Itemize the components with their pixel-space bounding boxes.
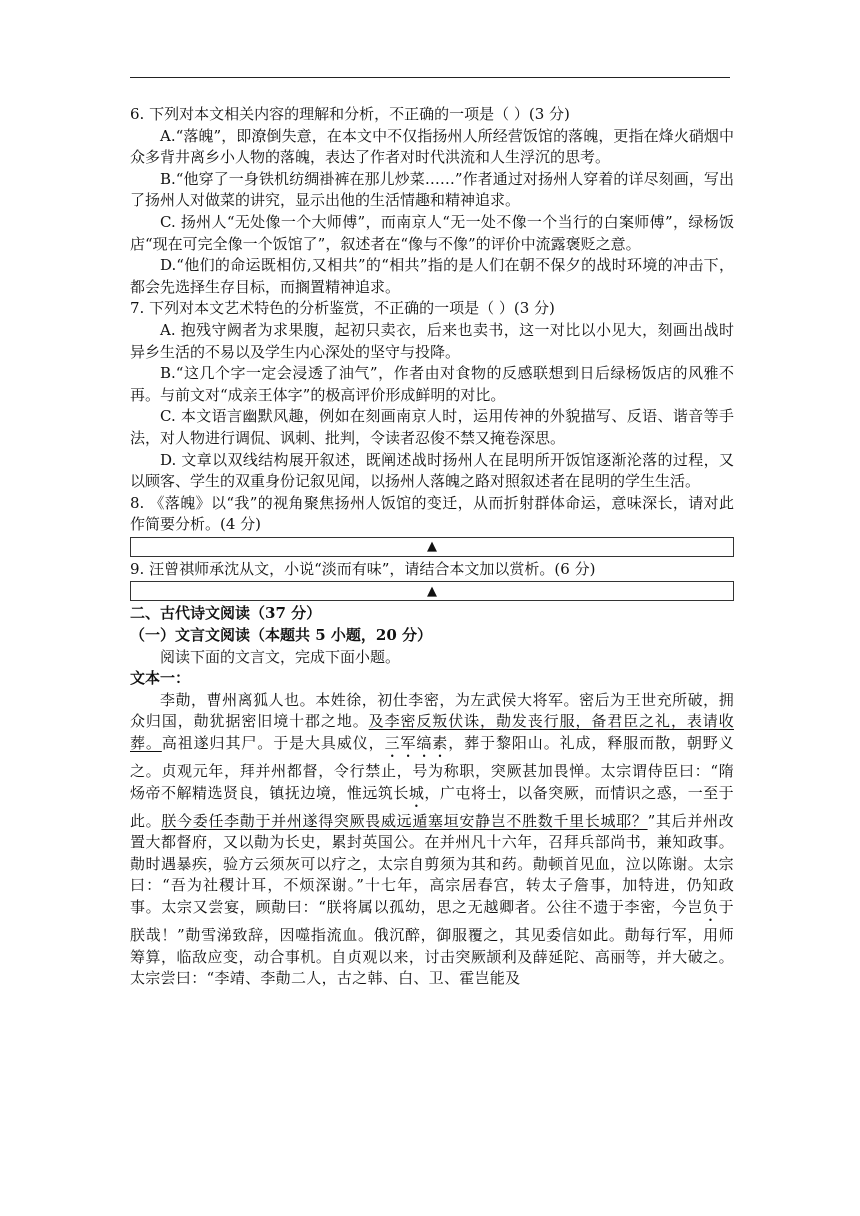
question-6-stem: 6. 下列对本文相关内容的理解和分析，不正确的一项是（ ）(3 分) [130, 105, 570, 123]
passage-segment: 高祖遂归其尸。于是大具威仪， [161, 734, 385, 753]
passage-segment: 李勣，曹州离狐人也。本姓徐，初仕李密，为左武侯大将军。密后为王世充所破，拥众归国，勣犹据密旧境十郡之地。 [130, 690, 734, 731]
question-7-option-a: A. 抱残守阙者为求果腹，起初只卖衣，后来也卖书，这一对比以小见大，刻画出战时异乡生活的不易以及学生内心深处的坚守与投降。 [130, 320, 734, 361]
passage-segment: ”其后并州改置大都督府，又以勣为长史，累封英国公。在并州凡十六年，召拜兵部尚书，兼知政事。勣时遇暴疾，验方云须灰可以疗之，太宗自剪须为其和药。勣顿首见血，泣以陈谢。太宗曰：“吾为社稷计耳，不烦深谢。”十七年，高宗居春宫，转太子詹事，加特进，仍知政事。太宗又尝宴，顾勣曰：“朕将属以孤幼，思之无越卿者。公往不遗于李密，今岂 [130, 811, 734, 916]
section-2-title: 二、古代诗文阅读（37 分） [130, 604, 322, 623]
dotted-char-fu: 负 [702, 898, 719, 916]
question-9-answer-box[interactable] [130, 581, 734, 601]
passage-segment: 于朕哉！”勣雪涕致辞，因噬指流血。俄沉醉，御服覆之，其见委信如此。勣每行军，用师筹算，临敌应变，动合事机。自贞观以来，讨击突厥颉利及薛延陀、高丽等，并大破之。太宗尝曰：“李靖、李勣二人，古之韩、白、卫、霍岂能及 [130, 898, 734, 988]
classical-passage [130, 690, 734, 990]
section-2-subtitle: （一）文言文阅读（本题共 5 小题，20 分） [130, 626, 432, 645]
underlined-sentence-2: 朕今委任李勣于并州遂得突厥畏威远遁塞垣安静岂不胜数千里长城耶？ [161, 811, 648, 830]
underlined-sentence-1: 及李密反叛伏诛，勣发丧行服，备君臣之礼，表请收葬。 [130, 712, 734, 753]
question-9-stem: 9. 汪曾祺师承沈从文，小说“淡而有味”，请结合本文加以赏析。(6 分) [130, 559, 596, 578]
question-8-answer-box[interactable] [130, 537, 734, 557]
question-7-option-b: B.“这几个字一定会浸透了油气”，作者由对食物的反感联想到日后绿杨饭店的风雅不再。与前文对“成亲王体字”的极高评价形成鲜明的对比。 [130, 364, 734, 404]
text-one-label: 文本一： [130, 669, 191, 688]
question-7-stem: 7. 下列对本文艺术特色的分析鉴赏，不正确的一项是（ ）(3 分) [130, 299, 555, 318]
question-7-option-d: D. 文章以双线结构展开叙述，既阐述战时扬州人在昆明所开饭馆逐渐沦落的过程，又以顾客、学生的双重身份记叙见闻，以扬州人落魄之路对照叙述者在昆明的学生生活。 [130, 450, 734, 491]
passage-segment: ，广屯将士，以备突厥，而情识之惑，一至于此。 [130, 783, 734, 830]
question-6-option-a: A.“落魄”，即潦倒失意，在本文中不仅指扬州人所经营饭馆的落魄，更指在烽火硝烟中众多背井离乡小人物的落魄，表达了作者对时代洪流和人生浮沉的思考。 [130, 126, 734, 167]
passage-segment: ，葬于黎阳山。礼成，释服而散，朝野义之。贞观元年，拜并州都督，令行禁止，号为称职，突厥甚加畏惮。太宗谓侍臣曰：“隋炀帝不解精选贤良，镇抚边境，惟远筑长 [130, 734, 735, 802]
question-6-option-b: B.“他穿了一身铁机纺绸褂裤在那儿炒菜……”作者通过对扬州人穿着的详尽刻画，写出了扬州人对做菜的讲究，显示出他的生活情趣和精神追求。 [130, 169, 734, 210]
question-6-option-c: C. 扬州人“无处像一个大师傅”，而南京人“无一处不像一个当行的白案师傅”，绿杨饭店“现在可完全像一个饭馆了”，叙述者在“像与不像”的评价中流露褒贬之意。 [130, 212, 734, 253]
question-6-option-d: D.“他们的命运既相仿,又相共”的“相共”指的是人们在朝不保夕的战时环境的冲击下，都会先选择生存目标，而搁置精神追求。 [130, 256, 734, 296]
header-rule [130, 77, 730, 78]
answer-mark: ▲ [427, 583, 437, 599]
dotted-char-cheng: 城 [408, 783, 425, 802]
exam-content [130, 104, 734, 990]
dotted-phrase-sanjun: 三军缟素 [384, 734, 449, 753]
section-2-instruction: 阅读下面的文言文，完成下面小题。 [160, 647, 401, 666]
answer-mark: ▲ [427, 539, 437, 555]
question-8-stem: 8. 《落魄》以“我”的视角聚焦扬州人饭馆的变迁，从而折射群体命运，意味深长，请对此作简要分析。(4 分) [130, 493, 734, 534]
question-7-option-c: C. 本文语言幽默风趣，例如在刻画南京人时，运用传神的外貌描写、反语、谐音等手法，对人物进行调侃、讽刺、批判，令读者忍俊不禁又掩卷深思。 [130, 407, 734, 447]
